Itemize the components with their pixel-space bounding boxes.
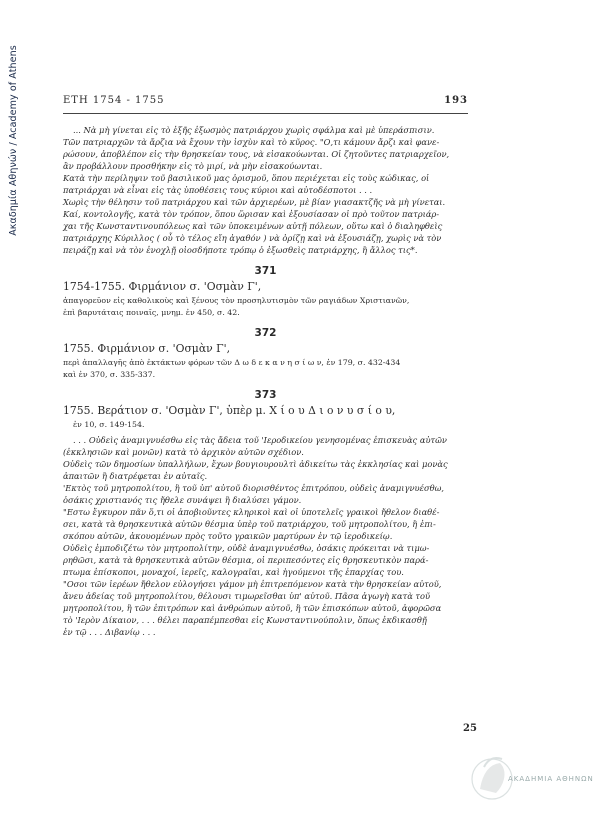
text-line: πατριάρχαι νὰ εἶναι εἰς τὰς ὑποθέσεις τους κύριοι καὶ αὐτοδέσποτοι . . . <box>63 185 373 195</box>
header-page-number: 193 <box>444 95 468 106</box>
side-watermark <box>6 20 20 260</box>
intro-block <box>63 124 468 256</box>
text-line: (ἐκκλησιῶν καὶ μονῶν) κατὰ τὸ ἀρχικὸν αὐτῶν σχέδιον. <box>63 446 304 457</box>
entry-title <box>63 280 468 293</box>
logo-text: ΑΚΑΔΗΜΙΑ ΑΘΗΝΩΝ <box>508 775 594 783</box>
watermark-text: Ακαδημία Αθηνών / Academy of Athens <box>7 44 19 236</box>
text-line: "Οσοι τῶν ἱερέων ἤθελον εὐλογήσει γάμον μὴ ἐπιτρεπόμενον κατὰ τὴν θρησκείαν αὐτοῦ, <box>63 578 442 589</box>
text-line: Χωρὶς τὴν θέλησιν τοῦ πατριάρχου καὶ τῶν ἀρχιερέων, μὲ βίαν γιασακτζῆς νὰ μὴ γίνεται. <box>63 197 446 207</box>
text-line: ἂν προβάλλουν προσθήκην εἰς τὸ μιρί, νὰ μὴν εἰσακούωνται. <box>63 161 323 171</box>
text-line: Τῶν πατριαρχῶν τὰ ἄρζια νὰ ἔχουν τὴν ἰσχὺν καὶ τὸ κῦρος. "Ο,τι κάμουν ἄρζι καὶ φανε- <box>63 137 440 147</box>
entry-title <box>63 342 468 355</box>
text-line: Κατὰ τὴν περίληψιν τοῦ βασιλικοῦ μας ὁρισμοῦ, ὅπου περιέχεται εἰς τοὺς κώδικας, οἱ <box>63 173 430 183</box>
entry-desc-line: ἐπὶ βαρυτάταις ποιναῖς, μνημ. ἐν 450, σ. 42. <box>63 307 240 317</box>
text-line: σει, κατὰ τὰ θρησκευτικὰ αὐτῶν θέσμια ὑπὲρ τοῦ πατριάρχου, τοῦ μητροπολίτου, ἢ ἐπι- <box>63 518 436 529</box>
text-line: πτωμα ἐπίσκοποι, μοναχοί, ἱερεῖς, καλογραῖαι, καὶ ἡγούμενοι τῆς ἐπαρχίας του. <box>63 566 404 577</box>
text-line: ... Νὰ μὴ γίνεται εἰς τὸ ἑξῆς ἐξωσμὸς πατριάρχου χωρὶς σφάλμα καὶ μὲ ὑπεράσπισιν. <box>73 125 435 135</box>
entry-371 <box>63 265 468 318</box>
entry-desc-line: ἀπαγορεῦον εἰς καθολικοὺς καὶ ξένους τὸν προσηλυτισμὸν τῶν ραγιάδων Χριστιανῶν, <box>63 296 410 305</box>
entry-373 <box>63 389 468 431</box>
final-block <box>63 434 468 638</box>
text-line: Καί, κοντολογῆς, κατὰ τὸν τρόπον, ὅπου ὥρισαν καὶ ἐξουσίασαν οἱ πρὸ τοῦτον πατριάρ- <box>63 209 440 219</box>
document-page <box>63 0 477 817</box>
text-line: τὸ 'Ιερὸν Δίκαιον, . . . θέλει παραπέμπεσθαι εἰς Κωνσταντινούπολιν, ὅπως ἐκδικασθῇ <box>63 614 427 625</box>
text-line: ρηθῶσι, κατὰ τὰ θρησκευτικὰ αὐτῶν θέσμια, οἱ περιπεσόντες εἰς θρησκευτικὸν παρά- <box>63 554 429 565</box>
text-line: ἀπαιτῶν ἢ διατρέφεται ἐν αὐταῖς. <box>63 470 208 481</box>
entry-title-rest: Φιρμάνιον σ. 'Οσμὰν Γ', <box>93 342 231 355</box>
entry-372 <box>63 327 468 380</box>
text-line: "Εστω ἔγκυρον πᾶν ὅ,τι οἱ ἀποβιοῦντες κληρικοὶ καὶ οἱ ὑποτελεῖς γραικοὶ ἤθελον διαθέ- <box>63 506 440 517</box>
text-line: πατριάρχης Κύριλλος ( οὗ τὸ τέλος εἴη ἀγαθόν ) νὰ ὁρίζῃ καὶ νὰ ἐξουσιάζῃ, χωρὶς νὰ τὸν <box>63 233 442 243</box>
text-line: ἄνευ ἀδείας τοῦ μητροπολίτου, θέλουσι τιμωρεῖσθαι ὑπ' αὐτοῦ. Πᾶσα ἀγωγὴ κατὰ τοῦ <box>63 590 431 601</box>
entry-number: 373 <box>254 389 277 401</box>
text-line: Οὐδεὶς τῶν δημοσίων ὑπαλλήλων, ἔχων βουγιουρουλτὶ ἀδικείτω τὰς ἐκκλησίας καὶ μονὰς <box>63 458 448 469</box>
text-line: ὁσάκις χριστιανός τις ἤθελε συνάψει ἢ διαλύσει γάμον. <box>63 494 302 505</box>
entry-number: 372 <box>254 327 277 339</box>
text-line: 'Εκτὸς τοῦ μητροπολίτου, ἢ τοῦ ὑπ' αὐτοῦ διορισθέντος ἐπιτρόπου, οὐδεὶς ἀναμιγνυέσθω, <box>63 482 445 493</box>
entry-title-rest: Βεράτιον σ. 'Οσμὰν Γ', ὑπὲρ μ. Χ ί ο υ Δ ι ο ν υ σ ί ο υ, <box>93 404 396 417</box>
text-line: Οὐδεὶς ἐμποδιζέτω τὸν μητροπολίτην, οὐδὲ ἀναμιγνυέσθω, ὁσάκις πρόκειται νὰ τιμω- <box>63 542 430 553</box>
header-years: ΕΤΗ 1754 - 1755 <box>63 95 165 106</box>
entry-desc-line: περὶ ἀπαλλαγῆς ἀπὸ ἐκτάκτων φόρων τῶν Δ ω δ ε κ α ν η σ ί ω ν, ἐν 179, σ. 432-434 <box>63 358 401 367</box>
entry-title-rest: Φιρμάνιον σ. 'Οσμὰν Γ', <box>125 280 262 293</box>
entry-date: 1754-1755. <box>63 280 126 293</box>
document-body <box>63 124 468 638</box>
entry-title <box>63 404 468 417</box>
text-line: χαι τῆς Κωνσταντινουπόλεως καὶ τῶν ὑποκειμένων αὐτῇ πόλεων, οὕτω καὶ ὁ διαληφθεὶς <box>63 221 443 231</box>
entry-date: 1755. <box>63 404 94 417</box>
text-line: ἐν τῷ . . . Διβανίῳ . . . <box>63 626 156 637</box>
header-rule <box>63 113 468 114</box>
entry-desc-line: ἐν 10, σ. 149-154. <box>73 420 145 429</box>
entry-date: 1755. <box>63 342 94 355</box>
text-line: σκόπου αὐτῶν, ἀκουομένων πρὸς τοῦτο γραικῶν μαρτύρων ἐν τῷ ἱεροδικείῳ. <box>63 530 393 541</box>
text-line: μητροπολίτου, ἢ τῶν ἐπιτρόπων καὶ ἀνθρώπων αὐτοῦ, ἢ τῶν ἐπισκόπων αὐτοῦ, ἀφορῶσα <box>63 602 442 613</box>
text-line: πειράζῃ καὶ νὰ τὸν ἐνοχλῇ οἱοσδήποτε τρόπῳ ὁ ἐξωσθεὶς πατριάρχης, ἢ ἄλλος τις*. <box>63 245 418 255</box>
text-line: ρώσουν, ἀποβλέπον εἰς τὴν θρησκείαν τους, νὰ εἰσακούωνται. Οἱ ζητοῦντες πατριαρχεῖον, <box>63 149 450 159</box>
entry-number: 371 <box>254 265 277 277</box>
text-line: . . . Οὐδεὶς ἀναμιγνυέσθω εἰς τὰς ἄδεια τοῦ 'Ιεροδικείου γενησομένας ἐπισκευὰς αὐτῶν <box>73 434 447 445</box>
entry-desc-line: καὶ ἐν 370, σ. 335-337. <box>63 369 156 379</box>
page-number: 25 <box>463 723 477 734</box>
